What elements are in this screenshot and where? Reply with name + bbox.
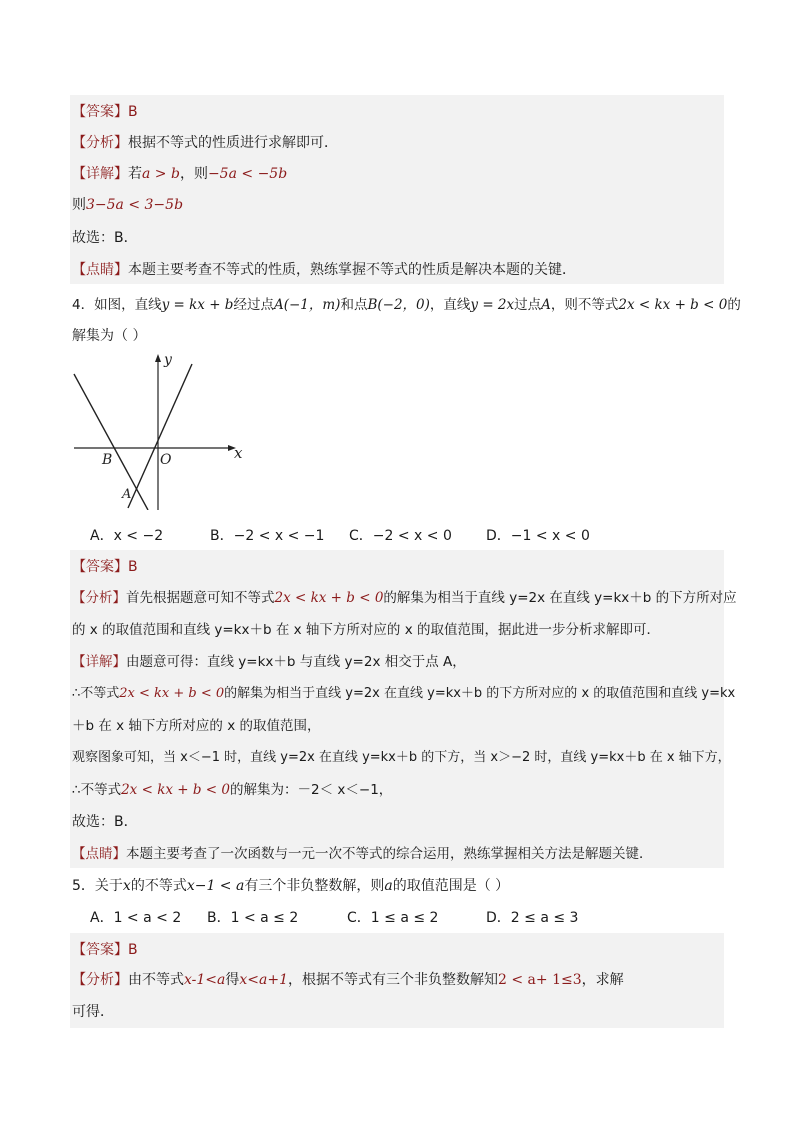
q5-analysis-line1: 【分析】由不等式x-1<a得x<a+1，根据不等式有三个非负整数解知2 < a+ 1≤3，求解 [72,972,624,988]
q5-answer: 【答案】B [72,942,138,958]
q3-detail: 【详解】若a > b，则−5a < −5b [72,166,288,182]
q3-solution-block [70,95,724,284]
q4-detail-line4: 观察图象可知，当 x＜−1 时，直线 y=2x 在直线 y=kx＋b 的下方，当 x＞−2 时，直线 y=kx＋b 在 x 轴下方， [72,750,731,765]
q3-choose: 故选：B． [72,230,138,246]
point-a-label: A [122,487,132,502]
q4-analysis-line1: 【分析】首先根据题意可知不等式2x < kx + b < 0的解集为相当于直线 y=2x 在直线 y=kx＋b 的下方所对应 [72,590,737,606]
q3-answer: 【答案】B [72,104,138,120]
q5-option-c[interactable]: C．1 ≤ a ≤ 2 [347,910,439,926]
q4-answer: 【答案】B [72,559,138,575]
q5-option-d[interactable]: D．2 ≤ a ≤ 3 [486,910,579,926]
q3-then: 则3−5a < 3−5b [72,197,184,213]
q5-option-a[interactable]: A．1 < a < 2 [90,910,182,926]
q4-comment: 【点睛】本题主要考查了一次函数与一元一次不等式的综合运用，熟练掌握相关方法是解题关键． [72,846,653,862]
q5-options [90,907,710,927]
q4-options [90,525,710,545]
y-axis-label: y [164,352,172,368]
q4-detail-line5: ∴不等式2x < kx + b < 0的解集为：－2＜ x＜−1， [72,782,393,798]
q4-choose: 故选：B． [72,814,138,830]
q4-option-c[interactable]: C．−2 < x < 0 [349,528,452,544]
q4-option-b[interactable]: B．−2 < x < −1 [210,528,325,544]
y-axis-arrow-icon [155,354,161,362]
q5-analysis-line2: 可得． [72,1004,114,1020]
q4-option-a[interactable]: A．x < −2 [90,528,164,544]
line-2x [128,364,192,508]
q3-analysis: 【分析】根据不等式的性质进行求解即可． [72,135,338,151]
q5-option-b[interactable]: B．1 < a ≤ 2 [207,910,299,926]
q4-graph-figure [70,350,270,510]
x-axis-label: x [234,444,243,462]
q4-analysis-line2: 的 x 的取值范围和直线 y=kx＋b 在 x 轴下方所对应的 x 的取值范围，据此进一步分析求解即可． [72,622,660,638]
q4-option-d[interactable]: D．−1 < x < 0 [486,528,590,544]
origin-label: O [160,452,172,468]
q4-stem-line1: 4．如图，直线y = kx + b经过点A(−1，m)和点B(−2，0)，直线y = 2x过点A，则不等式2x < kx + b < 0的 [72,297,741,313]
q4-stem-line2: 解集为（ ） [72,328,147,344]
q4-detail-line2: ∴不等式2x < kx + b < 0的解集为相当于直线 y=2x 在直线 y=kx＋b 的下方所对应的 x 的取值范围和直线 y=kx [72,686,736,701]
q5-stem: 5．关于x的不等式x−1 < a有三个非负整数解，则a的取值范围是（ ） [72,878,510,894]
q4-detail-line3: ＋b 在 x 轴下方所对应的 x 的取值范围， [72,718,321,734]
q3-comment: 【点睛】本题主要考查不等式的性质，熟练掌握不等式的性质是解决本题的关键． [72,262,576,278]
q4-detail-line1: 【详解】由题意可得：直线 y=kx＋b 与直线 y=2x 相交于点 A， [72,654,466,670]
point-b-label: B [102,452,113,468]
